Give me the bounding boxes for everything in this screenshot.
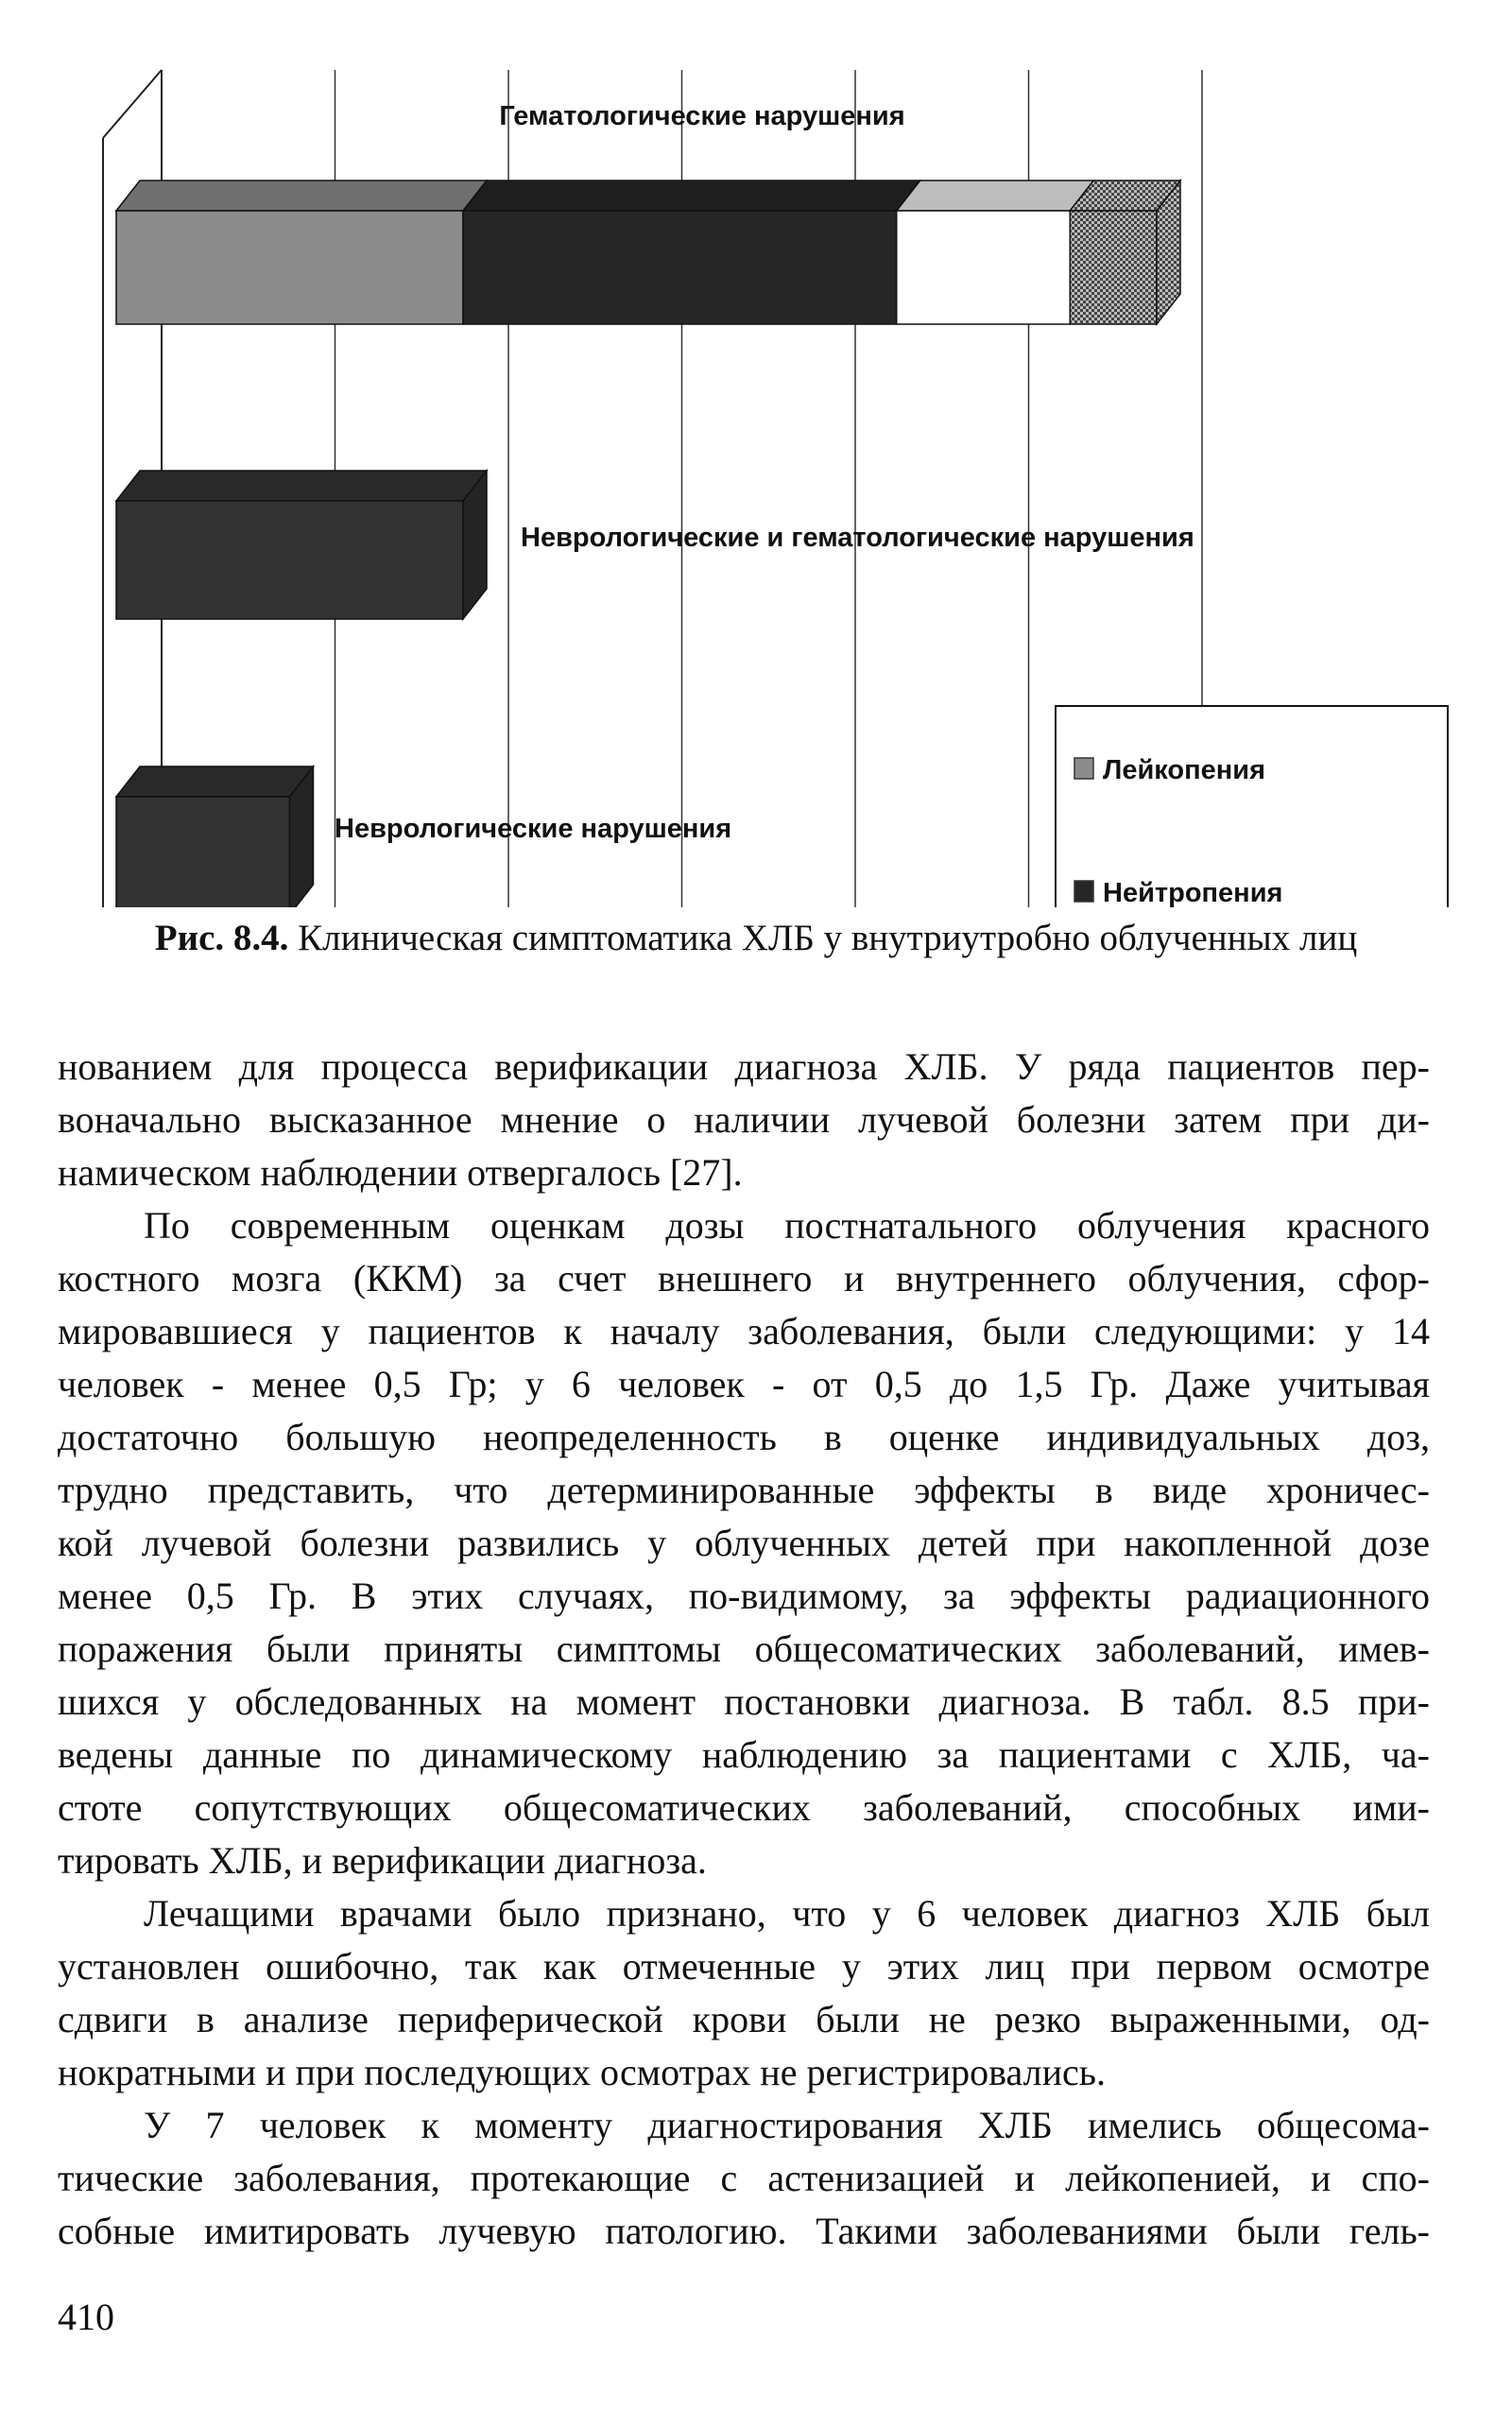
text-line: воначально высказанное мнение о наличии лучевой болезни затем при ди-	[58, 1098, 1430, 1141]
text-line: Лечащими врачами было признано, что у 6 человек диагноз ХЛБ был	[144, 1892, 1430, 1935]
legend-swatch	[1074, 758, 1093, 779]
text-line: установлен ошибочно, так как отмеченные у этих лиц при первом осмотре	[58, 1945, 1430, 1988]
bar-segment-Гипоплазия ККМ	[1070, 211, 1157, 324]
text-line: намическом наблюдении отвергалось [27].	[58, 1151, 743, 1194]
text-line: нованием для процесса верификации диагноза ХЛБ. У ряда пациентов пер-	[58, 1045, 1430, 1088]
text-line: тировать ХЛБ, и верификации диагноза.	[58, 1839, 707, 1882]
text-line: собные имитировать лучевую патологию. Такими заболеваниями были гель-	[58, 2210, 1430, 2252]
legend-swatch	[1074, 881, 1093, 902]
text-line: У 7 человек к моменту диагностирования ХЛБ имелись общесома-	[144, 2104, 1430, 2146]
text-line: кой лучевой болезни развились у облученных детей при накопленной дозе	[58, 1522, 1430, 1564]
bar-top-face	[116, 766, 314, 797]
text-line: достаточно большую неопределенность в оценке индивидуальных доз,	[58, 1416, 1430, 1458]
figure-number: Рис. 8.4.	[154, 918, 289, 958]
side-wall-top-edge	[103, 70, 162, 138]
bar-top-face	[116, 181, 487, 211]
text-line: сдвиги в анализе периферической крови были не резко выраженными, од-	[58, 1998, 1430, 2040]
text-line: стоте сопутствующих общесоматических заболеваний, способных ими-	[58, 1786, 1430, 1829]
bar-segment-total	[116, 797, 290, 907]
figure-title: Клиническая симптоматика ХЛБ у внутриутробно облученных лиц	[288, 918, 1358, 958]
category-label: Неврологические нарушения	[335, 814, 732, 844]
text-line: По современным оценкам дозы постнатального облучения красного	[144, 1204, 1430, 1247]
category-label: Гематологические нарушения	[499, 101, 905, 131]
bar-segment-total	[116, 501, 463, 619]
text-line: поражения были приняты симптомы общесоматических заболеваний, имев-	[58, 1627, 1430, 1670]
text-line: костного мозга (ККМ) за счет внешнего и внутреннего облучения, сфор-	[58, 1257, 1430, 1300]
bar-segment-Лейко+нейтропения	[897, 211, 1071, 324]
legend-label: Нейтропения	[1103, 878, 1283, 907]
stacked-bar-chart	[0, 0, 1512, 907]
bar-segment-Лейкопения	[116, 211, 463, 324]
bar-top-face	[463, 181, 920, 211]
legend	[1056, 706, 1448, 907]
text-line: трудно представить, что детерминированные эффекты в виде хроничес-	[58, 1469, 1430, 1511]
text-line: мировавшиеся у пациентов к началу заболевания, были следующими: у 14	[58, 1310, 1430, 1352]
text-line: нократными и при последующих осмотрах не регистрировались.	[58, 2051, 1106, 2093]
page-number: 410	[58, 2296, 114, 2338]
text-line: ведены данные по динамическому наблюдению за пациентами с ХЛБ, ча-	[58, 1733, 1430, 1776]
text-line: шихся у обследованных на момент постановки диагноза. В табл. 8.5 при-	[58, 1680, 1430, 1723]
text-line: тические заболевания, протекающие с астенизацией и лейкопенией, и спо-	[58, 2157, 1430, 2199]
legend-label: Лейкопения	[1103, 755, 1266, 785]
bar-top-face	[897, 181, 1094, 211]
figure-caption	[57, 917, 1455, 959]
bar-top-face	[116, 471, 487, 501]
text-line: менее 0,5 Гр. В этих случаях, по-видимому, за эффекты радиационного	[58, 1575, 1430, 1617]
category-label: Неврологические и гематологические нарушения	[521, 523, 1194, 553]
bar-segment-Нейтропения	[463, 211, 897, 324]
text-line: человек - менее 0,5 Гр; у 6 человек - от 0,5 до 1,5 Гр. Даже учитывая	[58, 1363, 1430, 1405]
